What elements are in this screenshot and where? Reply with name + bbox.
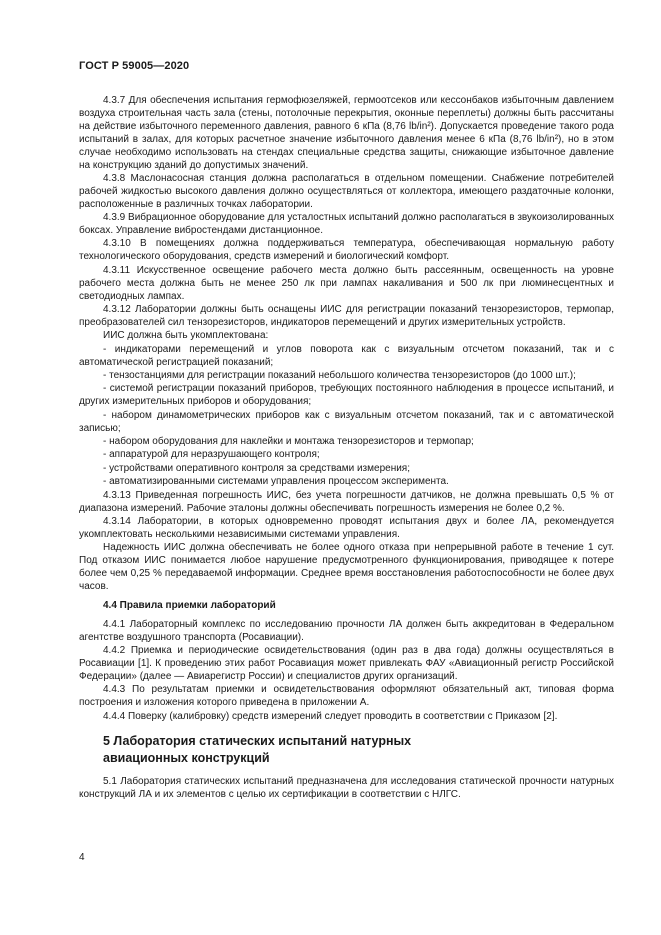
paragraph-4-3-7: 4.3.7 Для обеспечения испытания гермофюзеляжей, гермоотсеков или кессонбаков избыточным давлением воздуха строительная часть зала (стены, потолочные перекрытия, оконные переплеты) должны быть рассчитаны на действие избыточного переменного давления, равного 6 кПа (8,76 lb/in²). Допускается проведение такого рода испытаний в залах, для которых расчетное значение избыточного давления менее 6 кПа (8,76 lb/in²), но в этом случае необходимо использовать на стендах специальные средства защиты, снижающие избыточное давление на конструкцию зданий до допустимых значений. bbox=[79, 95, 614, 171]
paragraph-4-4-2: 4.4.2 Приемка и периодические освидетельствования (один раз в два года) должны осуществляться в Росавиации [1]. К проведению этих работ Росавиация может привлекать ФАУ «Авиационный регистр Российской Федерации» (далее — Авиарегистр России) и специалистов других организаций. bbox=[79, 645, 614, 682]
page-number: 4 bbox=[79, 852, 85, 863]
list-item: - тензостанциями для регистрации показаний небольшого количества тензорезисторов (до 1000 шт.); bbox=[103, 370, 576, 382]
paragraph-4-3-13: 4.3.13 Приведенная погрешность ИИС, без учета погрешности датчиков, не должна превышать 0,5 % от диапазона измерений. Рабочие эталоны должны обеспечивать погрешность измерения не более 0,2 %. bbox=[79, 489, 614, 514]
list-item: - набором динамометрических приборов как с визуальным отсчетом показаний, так и с автоматической записью; bbox=[79, 409, 614, 434]
section-heading-4-4: 4.4 Правила приемки лабораторий bbox=[103, 599, 276, 611]
section-heading-5 bbox=[79, 733, 614, 767]
paragraph-4-3-10: 4.3.10 В помещениях должна поддерживаться температура, обеспечивающая нормальную работу технологического оборудования, средств измерений и биологический комфорт. bbox=[79, 238, 614, 263]
section-heading-5-line2: авиационных конструкций bbox=[103, 750, 270, 765]
paragraph-5-1: 5.1 Лаборатория статических испытаний предназначена для исследования статической прочности натурных конструкций ЛА и их элементов с целью их сертификации в соответствии с НЛГС. bbox=[79, 775, 614, 800]
list-item: - аппаратурой для неразрушающего контроля; bbox=[103, 449, 320, 461]
paragraph-4-3-9: 4.3.9 Вибрационное оборудование для усталостных испытаний должно располагаться в звукоизолированных боксах. Управление вибростендами дистанционное. bbox=[79, 212, 614, 237]
list-item: - набором оборудования для наклейки и монтажа тензорезисторов и термопар; bbox=[103, 436, 474, 448]
paragraph-4-4-3: 4.4.3 По результатам приемки и освидетельствования оформляют обязательный акт, типовая форма построения и изложения которого приведена в приложении А. bbox=[79, 684, 614, 709]
paragraph-4-3-11: 4.3.11 Искусственное освещение рабочего места должно быть рассеянным, освещенность на уровне рабочего места должна быть не менее 250 лк при лампах накаливания и 500 лк при люминесцентных и светодиодных лампах. bbox=[79, 264, 614, 302]
paragraph-4-3-8: 4.3.8 Маслонасосная станция должна располагаться в отдельном помещении. Снабжение потребителей рабочей жидкостью высокого давления должно осуществляться от коллектора, имеющего раздаточные колонки, расположенные в различных точках лаборатории. bbox=[79, 172, 614, 210]
section-heading-5-line1: 5 Лаборатория статических испытаний натурных bbox=[103, 733, 412, 748]
list-item: - индикаторами перемещений и углов поворота как с визуальным отсчетом показаний, так и с автоматической регистрацией показаний; bbox=[79, 343, 614, 368]
paragraph-4-3-14: 4.3.14 Лаборатории, в которых одновременно проводят испытания двух и более ЛА, рекомендуется укомплектовать несколькими независимыми системами управления. bbox=[79, 516, 614, 540]
standard-number: ГОСТ Р 59005—2020 bbox=[79, 60, 190, 72]
paragraph-reliability: Надежность ИИС должна обеспечивать не более одного отказа при непрерывной работе в течение 1 сут. Под отказом ИИС понимается любое нарушение предусмотренного функционирования, приводящее к потере более чем 0,25 % передаваемой информации. Среднее время восстановления работоспособности не более двух часов. bbox=[79, 542, 614, 593]
list-item: - автоматизированными системами управления процессом эксперимента. bbox=[103, 476, 449, 488]
paragraph-4-4-4: 4.4.4 Поверку (калибровку) средств измерений следует проводить в соответствии с Приказом [2]. bbox=[103, 710, 558, 722]
page-content bbox=[79, 95, 614, 802]
list-item: - системой регистрации показаний приборов, требующих постоянного наблюдения в процессе испытаний, и других измерительных приборов и оборудования; bbox=[79, 383, 614, 408]
paragraph-4-4-1: 4.4.1 Лабораторный комплекс по исследованию прочности ЛА должен быть аккредитован в Федеральном агентстве воздушного транспорта (Росавиации). bbox=[79, 618, 614, 643]
paragraph-4-3-12: 4.3.12 Лаборатории должны быть оснащены ИИС для регистрации показаний тензорезисторов, термопар, преобразователей сил тензорезисторов, индикаторов перемещений и других измерительных устройств. bbox=[79, 304, 614, 328]
list-item: - устройствами оперативного контроля за средствами измерения; bbox=[103, 462, 410, 474]
paragraph-iis-intro: ИИС должна быть укомплектована: bbox=[103, 330, 269, 342]
